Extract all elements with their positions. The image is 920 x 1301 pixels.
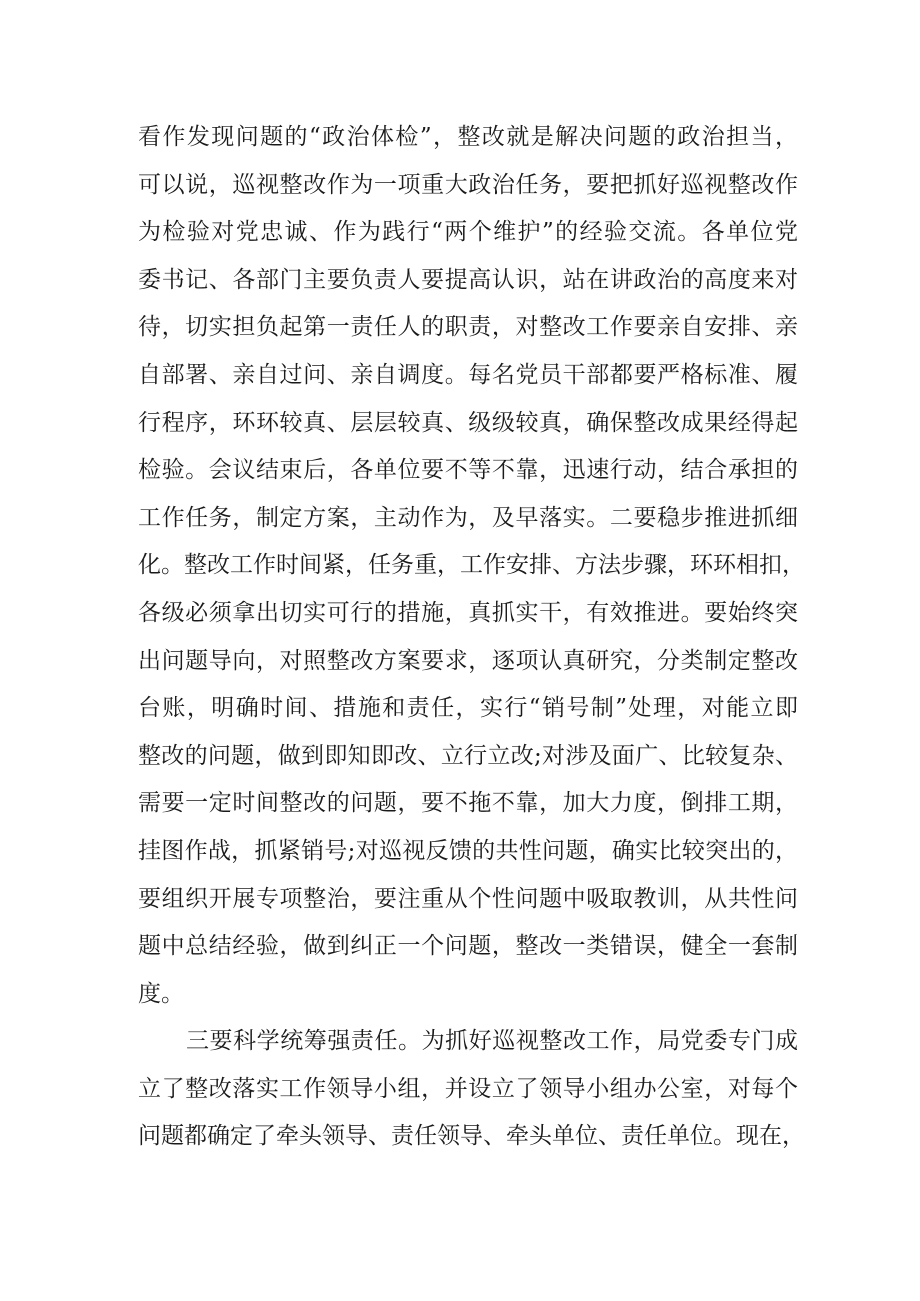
text-line: 三要科学统筹强责任。为抓好巡视整改工作，局党委专门成 <box>186 1028 798 1055</box>
text-line: 自部署、亲自过问、亲自调度。每名党员干部都要严格标准、履 <box>138 361 798 388</box>
text-line: 要组织开展专项整治，要注重从个性问题中吸取教训，从共性问 <box>138 885 798 912</box>
text-line: 工作任务，制定方案，主动作为，及早落实。二要稳步推进抓细 <box>138 504 798 531</box>
text-line: 行程序，环环较真、层层较真、级级较真，确保整改成果经得起 <box>138 409 798 436</box>
text-line: 可以说，巡视整改作为一项重大政治任务，要把抓好巡视整改作 <box>138 171 798 198</box>
text-line: 出问题导向，对照整改方案要求，逐项认真研究，分类制定整改 <box>138 647 798 674</box>
text-line: 各级必须拿出切实可行的措施，真抓实干，有效推进。要始终突 <box>138 599 798 626</box>
text-line: 化。整改工作时间紧，任务重，工作安排、方法步骤，环环相扣， <box>138 552 805 579</box>
body-text <box>138 114 805 1161</box>
text-line: 台账，明确时间、措施和责任，实行“销号制”处理，对能立即 <box>138 695 798 722</box>
text-line: 看作发现问题的“政治体检”，整改就是解决问题的政治担当， <box>138 124 798 150</box>
text-line: 问题都确定了牵头领导、责任领导、牵头单位、责任单位。现在， <box>138 1123 805 1150</box>
text-line: 委书记、各部门主要负责人要提高认识，站在讲政治的高度来对 <box>138 266 798 293</box>
text-line: 检验。会议结束后，各单位要不等不靠，迅速行动，结合承担的 <box>138 457 798 484</box>
text-line: 整改的问题，做到即知即改、立行立改;对涉及面广、比较复杂、 <box>138 742 798 769</box>
text-line: 需要一定时间整改的问题，要不拖不靠，加大力度，倒排工期， <box>138 790 798 817</box>
text-line: 为检验对党忠诚、作为践行“两个维护”的经验交流。各单位党 <box>138 219 798 246</box>
text-line: 题中总结经验，做到纠正一个问题，整改一类错误，健全一套制 <box>138 933 798 960</box>
text-line: 立了整改落实工作领导小组，并设立了领导小组办公室，对每个 <box>138 1075 798 1102</box>
text-line: 度。 <box>138 980 184 1007</box>
paragraph-2 <box>138 1018 805 1161</box>
paragraph-1 <box>138 114 805 1018</box>
text-line: 挂图作战，抓紧销号;对巡视反馈的共性问题，确实比较突出的， <box>138 837 798 864</box>
text-line: 待，切实担负起第一责任人的职责，对整改工作要亲自安排、亲 <box>138 314 798 341</box>
